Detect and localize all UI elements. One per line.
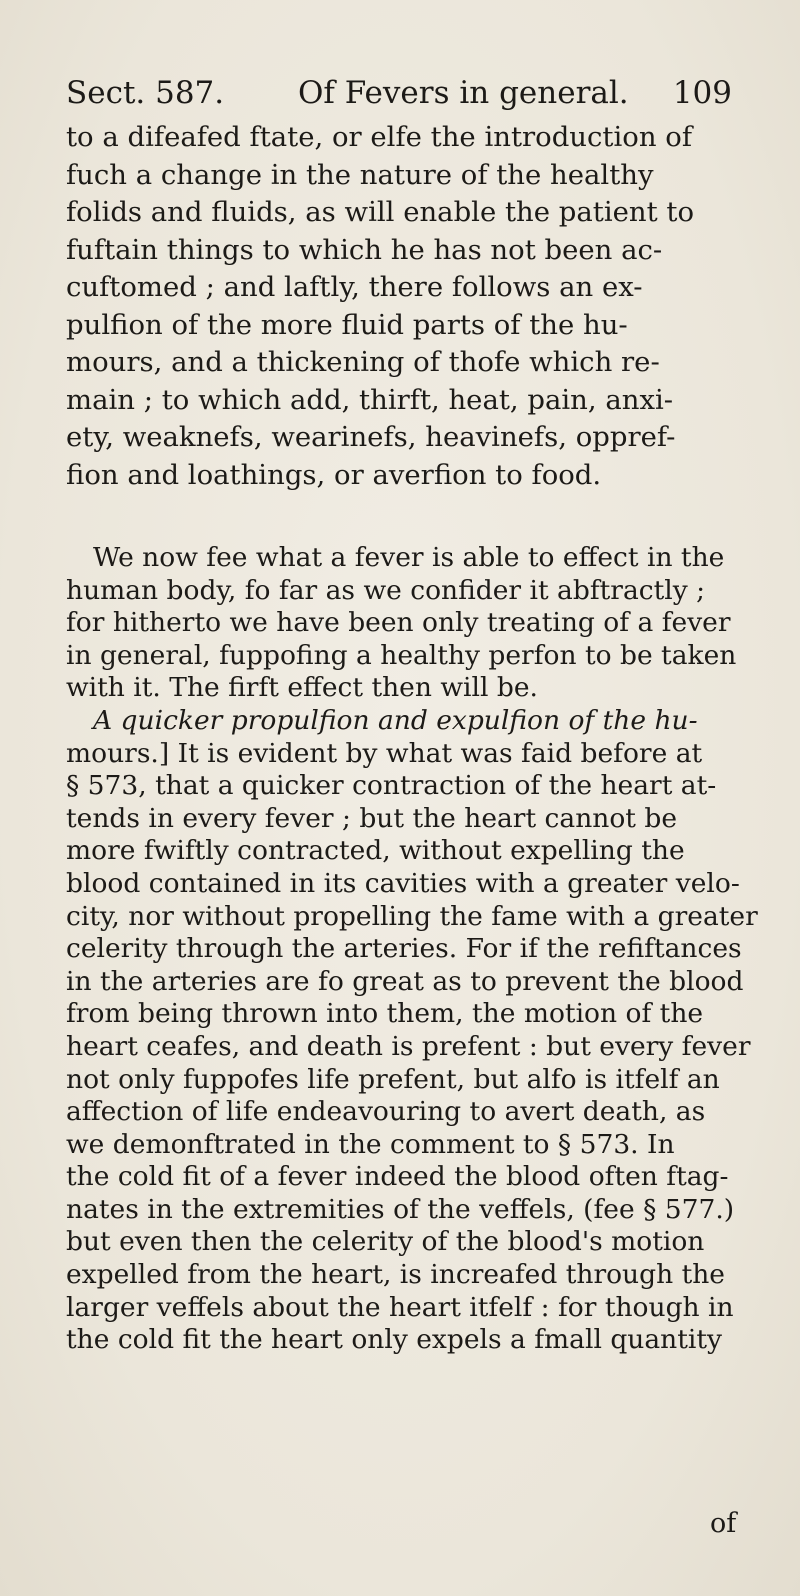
text-line: We now fee what a fever is able to effect in the [93,542,725,573]
text-line: for hitherto we have been only treating of a fever [66,607,731,639]
text-line: city, nor without propelling the fame with a greater [66,900,758,932]
text-line: § 573, that a quicker contraction of the heart at- [66,770,717,802]
text-line: the cold fit of a fever indeed the blood often ftag- [66,1161,729,1193]
catchword: of [710,1508,737,1539]
text-line: with it. The firft effect then will be. [66,672,538,704]
text-line: expelled from the heart, is increafed through the [66,1259,725,1291]
text-line: larger veffels about the heart itfelf : for though in [66,1291,734,1323]
text-line: heart ceafes, and death is prefent : but every fever [66,1030,751,1062]
text-line: nates in the extremities of the veffels, (fee § 577.) [66,1193,735,1225]
text-line: mours, and a thickening of thofe which re- [66,346,660,378]
page-number: 109 [672,75,732,111]
text-line: in general, fuppofing a healthy perfon to be taken [66,639,737,671]
text-line: pulfion of the more fluid parts of the hu- [66,308,628,341]
text-line: not only fuppofes life prefent, but alfo is itfelf an [66,1063,720,1095]
text-line: more fwiftly contracted, without expelling the [66,835,685,867]
text-line: A quicker propulfion and expulfion of the hu- [93,704,698,736]
text-line: cuftomed ; and laftly, there follows an ex- [66,271,643,303]
text-line: we demonftrated in the comment to § 573. In [66,1128,675,1160]
text-line: affection of life endeavouring to avert death, as [66,1096,706,1128]
text-line: from being thrown into them, the motion of the [66,998,704,1030]
text-line: folids and fluids, as will enable the patient to [66,196,695,228]
text-line: celerity through the arteries. For if the refiftances [66,933,742,965]
text-line: fuch a change in the nature of the healthy [66,158,654,191]
text-line: ety, weaknefs, wearinefs, heavinefs, oppref- [66,421,676,453]
text-line: the cold fit the heart only expels a fmall quantity [66,1324,722,1356]
text-line: in the arteries are fo great as to prevent the blood [66,965,744,997]
text-line: fuftain things to which he has not been ac- [66,233,663,266]
paragraph-continued [66,119,766,494]
text-line: human body, fo far as we confider it abftractly ; [66,574,706,606]
text-line: main ; to which add, thirft, heat, pain, anxi- [66,383,674,416]
text-line: fion and loathings, or averfion to food. [66,458,602,491]
paragraph-commentary [66,542,766,1357]
text-line: but even then the celerity of the blood's motion [66,1226,705,1258]
running-title: Of Fevers in general. [298,75,629,111]
text-line: to a difeafed ftate, or elfe the introduction of [66,121,693,153]
running-header [66,72,756,114]
text-line: mours.] It is evident by what was faid before at [66,737,703,769]
text-line: blood contained in its cavities with a greater velo- [66,867,740,899]
text-line: tends in every fever ; but the heart cannot be [66,802,678,834]
section-number: Sect. 587. [66,75,225,111]
